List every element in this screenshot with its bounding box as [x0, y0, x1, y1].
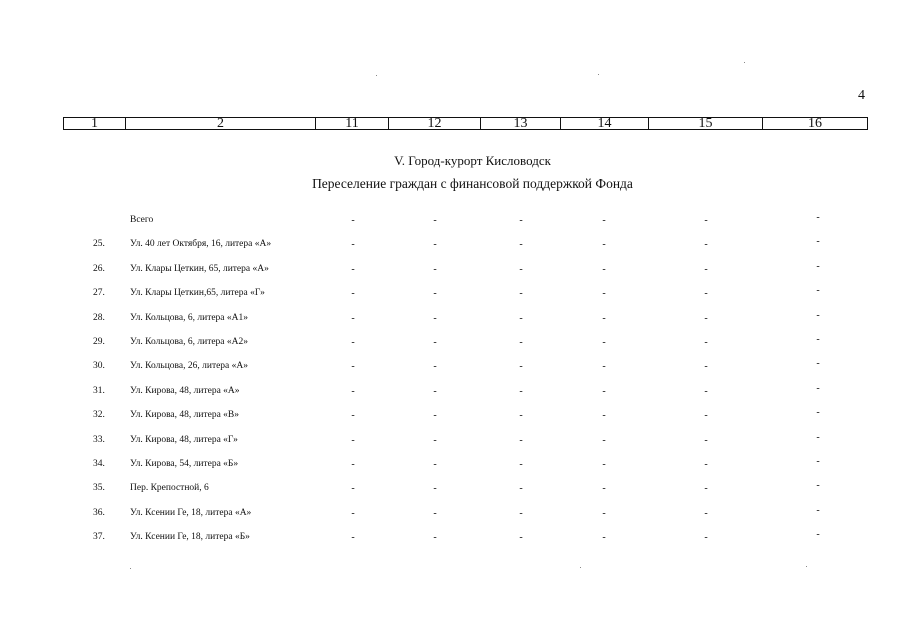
- row-address: Ул. Ксении Ге, 18, литера «А»: [130, 507, 252, 518]
- empty-value-dash: -: [704, 483, 708, 495]
- empty-value-dash: -: [351, 532, 355, 544]
- empty-value-dash: -: [351, 288, 355, 300]
- table-row: [0, 382, 905, 406]
- table-row: [0, 212, 905, 235]
- empty-value-dash: -: [602, 288, 606, 300]
- empty-value-dash: -: [816, 382, 820, 394]
- row-address: Ул. Кирова, 48, литера «А»: [130, 385, 240, 396]
- row-number: 29.: [93, 337, 105, 347]
- empty-value-dash: -: [704, 385, 708, 397]
- row-address: Ул. Клары Цеткин,65, литера «Г»: [130, 288, 265, 299]
- empty-value-dash: -: [704, 410, 708, 422]
- row-number: 37.: [93, 532, 105, 543]
- row-address: Ул. Кольцова, 6, литера «А2»: [130, 337, 249, 347]
- empty-value-dash: -: [816, 407, 820, 419]
- empty-value-dash: -: [351, 385, 355, 397]
- empty-value-dash: -: [433, 532, 437, 544]
- empty-value-dash: -: [519, 459, 523, 470]
- scan-speck: [598, 74, 599, 75]
- empty-value-dash: -: [351, 215, 355, 226]
- column-number-1: 1: [91, 116, 98, 131]
- row-number: 28.: [93, 312, 105, 323]
- empty-value-dash: -: [704, 337, 708, 348]
- empty-value-dash: -: [351, 507, 355, 519]
- empty-value-dash: -: [433, 337, 437, 348]
- scan-speck: [580, 567, 581, 568]
- empty-value-dash: -: [602, 385, 606, 397]
- row-number: 34.: [93, 459, 105, 469]
- column-number-13: 13: [480, 118, 560, 129]
- column-number-11: 11: [315, 118, 388, 129]
- empty-value-dash: -: [519, 239, 523, 251]
- table-row: [0, 407, 905, 430]
- empty-value-dash: -: [704, 312, 708, 324]
- row-address: Ул. Кирова, 48, литера «Г»: [130, 434, 238, 445]
- row-number: 26.: [93, 263, 105, 274]
- empty-value-dash: -: [602, 239, 606, 251]
- empty-value-dash: -: [433, 215, 437, 226]
- row-address: Ул. Ксении Ге, 18, литера «Б»: [130, 532, 250, 543]
- empty-value-dash: -: [602, 337, 606, 348]
- row-address: Ул. 40 лет Октября, 16, литера «А»: [130, 239, 272, 250]
- empty-value-dash: -: [519, 288, 523, 300]
- table-row: [0, 260, 905, 284]
- empty-value-dash: -: [519, 312, 523, 324]
- empty-value-dash: -: [816, 529, 820, 541]
- empty-value-dash: -: [433, 385, 437, 397]
- empty-value-dash: -: [433, 434, 437, 446]
- row-number: 32.: [93, 410, 105, 421]
- empty-value-dash: -: [351, 312, 355, 324]
- row-address: Пер. Крепостной, 6: [130, 483, 209, 494]
- row-address: Ул. Кольцова, 26, литера «А»: [130, 361, 249, 372]
- table-row: [0, 504, 905, 528]
- table-row: [0, 456, 905, 479]
- empty-value-dash: -: [704, 532, 708, 544]
- empty-value-dash: -: [519, 434, 523, 446]
- empty-value-dash: -: [602, 459, 606, 470]
- empty-value-dash: -: [433, 459, 437, 470]
- empty-value-dash: -: [816, 480, 820, 492]
- table-row: [0, 236, 905, 259]
- row-address: Ул. Кольцова, 6, литера «А1»: [130, 312, 249, 323]
- row-number: 27.: [93, 288, 105, 299]
- row-address: Ул. Кирова, 54, литера «Б»: [130, 459, 239, 469]
- scan-speck: [744, 62, 745, 63]
- table-row: [0, 529, 905, 552]
- table-row: [0, 358, 905, 381]
- table-row: [0, 309, 905, 333]
- row-address: Ул. Кирова, 48, литера «В»: [130, 410, 240, 421]
- column-number-12: 12: [388, 118, 480, 129]
- empty-value-dash: -: [816, 212, 820, 223]
- empty-value-dash: -: [602, 215, 606, 226]
- empty-value-dash: -: [519, 385, 523, 397]
- empty-value-dash: -: [816, 309, 820, 321]
- row-number: 30.: [93, 361, 105, 372]
- empty-value-dash: -: [351, 434, 355, 446]
- empty-value-dash: -: [351, 361, 355, 373]
- empty-value-dash: -: [519, 410, 523, 422]
- empty-value-dash: -: [602, 507, 606, 519]
- empty-value-dash: -: [602, 410, 606, 422]
- empty-value-dash: -: [602, 532, 606, 544]
- empty-value-dash: -: [433, 239, 437, 251]
- scan-speck: [130, 568, 131, 569]
- empty-value-dash: -: [602, 263, 606, 275]
- section-subtitle: Переселение граждан с финансовой поддержкой Фонда: [312, 176, 633, 191]
- table-row: [0, 334, 905, 357]
- column-number-16: 16: [762, 118, 867, 129]
- empty-value-dash: -: [519, 215, 523, 226]
- empty-value-dash: -: [519, 507, 523, 519]
- empty-value-dash: -: [602, 434, 606, 446]
- empty-value-dash: -: [351, 239, 355, 251]
- column-number-14: 14: [560, 118, 648, 129]
- empty-value-dash: -: [704, 288, 708, 300]
- empty-value-dash: -: [351, 337, 355, 348]
- empty-value-dash: -: [519, 361, 523, 373]
- page-number: 4: [858, 88, 865, 103]
- empty-value-dash: -: [816, 431, 820, 443]
- empty-value-dash: -: [519, 337, 523, 348]
- empty-value-dash: -: [816, 285, 820, 297]
- empty-value-dash: -: [433, 361, 437, 373]
- empty-value-dash: -: [602, 483, 606, 495]
- empty-value-dash: -: [816, 334, 820, 345]
- scan-speck: [806, 566, 807, 567]
- row-address: Ул. Клары Цеткин, 65, литера «А»: [130, 263, 269, 274]
- column-number-header: [63, 117, 868, 130]
- empty-value-dash: -: [816, 236, 820, 248]
- empty-value-dash: -: [433, 312, 437, 324]
- empty-value-dash: -: [433, 263, 437, 275]
- empty-value-dash: -: [602, 312, 606, 324]
- empty-value-dash: -: [816, 260, 820, 272]
- row-number: 33.: [93, 434, 105, 445]
- empty-value-dash: -: [704, 215, 708, 226]
- empty-value-dash: -: [519, 483, 523, 495]
- empty-value-dash: -: [704, 239, 708, 251]
- empty-value-dash: -: [519, 532, 523, 544]
- scan-speck: [376, 75, 377, 76]
- table-row: [0, 431, 905, 455]
- empty-value-dash: -: [433, 507, 437, 519]
- empty-value-dash: -: [704, 507, 708, 519]
- row-number: 31.: [93, 385, 105, 396]
- empty-value-dash: -: [351, 263, 355, 275]
- table-row: [0, 285, 905, 308]
- empty-value-dash: -: [704, 434, 708, 446]
- empty-value-dash: -: [602, 361, 606, 373]
- empty-value-dash: -: [351, 483, 355, 495]
- empty-value-dash: -: [433, 288, 437, 300]
- empty-value-dash: -: [816, 358, 820, 370]
- empty-value-dash: -: [816, 504, 820, 516]
- empty-value-dash: -: [433, 483, 437, 495]
- row-address: Всего: [130, 215, 154, 225]
- row-number: 36.: [93, 507, 105, 518]
- empty-value-dash: -: [816, 456, 820, 467]
- empty-value-dash: -: [704, 459, 708, 470]
- empty-value-dash: -: [351, 410, 355, 422]
- column-number-2: 2: [125, 118, 315, 129]
- empty-value-dash: -: [433, 410, 437, 422]
- row-number: 25.: [93, 239, 105, 250]
- section-title: V. Город-курорт Кисловодск: [394, 153, 551, 168]
- empty-value-dash: -: [704, 263, 708, 275]
- empty-value-dash: -: [351, 459, 355, 470]
- column-number-15: 15: [648, 118, 762, 129]
- empty-value-dash: -: [704, 361, 708, 373]
- row-number: 35.: [93, 483, 105, 494]
- empty-value-dash: -: [519, 263, 523, 275]
- table-row: [0, 480, 905, 503]
